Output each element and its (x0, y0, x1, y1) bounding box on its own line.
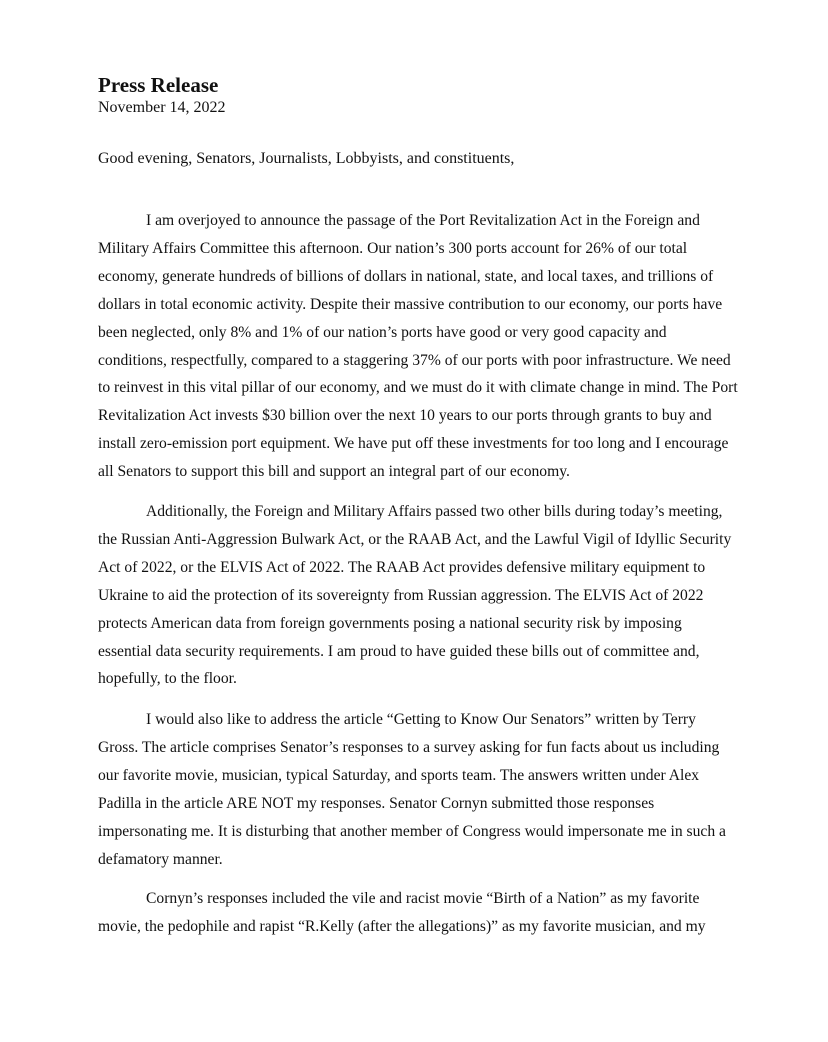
document-title: Press Release (98, 73, 219, 97)
paragraph-other-bills: Additionally, the Foreign and Military Affairs passed two other bills during today’s meeting, the Russian Anti-Aggression Bulwark Act, or the RAAB Act, and the Lawful Vigil of Idyllic Security Act of 2022, or the ELVIS Act of 2022. The RAAB Act provides defensive military equipment to Ukraine to aid the protection of its sovereignty from Russian aggression. The ELVIS Act of 2022 protects American data from foreign governments posing a national security risk by imposing essential data security requirements. I am proud to have guided these bills out of committee and, hopefully, to the floor. (98, 503, 732, 688)
release-date: November 14, 2022 (98, 99, 226, 116)
paragraph-article-response: I would also like to address the article “Getting to Know Our Senators” written by Terry Gross. The article comprises Senator’s responses to a survey asking for fun facts about us including our favorite movie, musician, typical Saturday, and sports team. The answers written under Alex Padilla in the article ARE NOT my responses. Senator Cornyn submitted those responses impersonating me. It is disturbing that another member of Congress would impersonate me in such a defamatory manner. (98, 711, 726, 868)
paragraph-port-revitalization: I am overjoyed to announce the passage of the Port Revitalization Act in the Foreign and Military Affairs Committee this afternoon. Our nation’s 300 ports account for 26% of our total economy, generate hundreds of billions of dollars in national, state, and local taxes, and trillions of dollars in total economic activity. Despite their massive contribution to our economy, our ports have been neglected, only 8% and 1% of our nation’s ports have good or very good capacity and conditions, respectfully, compared to a staggering 37% of our ports with poor infrastructure. We need to reinvest in this vital pillar of our economy, and we must do it with climate change in mind. The Port Revitalization Act invests $30 billion over the next 10 years to our ports through grants to buy and install zero-emission port equipment. We have put off these investments for too long and I encourage all Senators to support this bill and support an integral part of our economy. (98, 212, 738, 481)
greeting-line: Good evening, Senators, Journalists, Lobbyists, and constituents, (98, 150, 515, 167)
paragraph-cornyn-responses: Cornyn’s responses included the vile and racist movie “Birth of a Nation” as my favorite movie, the pedophile and rapist “R.Kelly (after the allegations)” as my favorite musician, and my (98, 890, 706, 935)
